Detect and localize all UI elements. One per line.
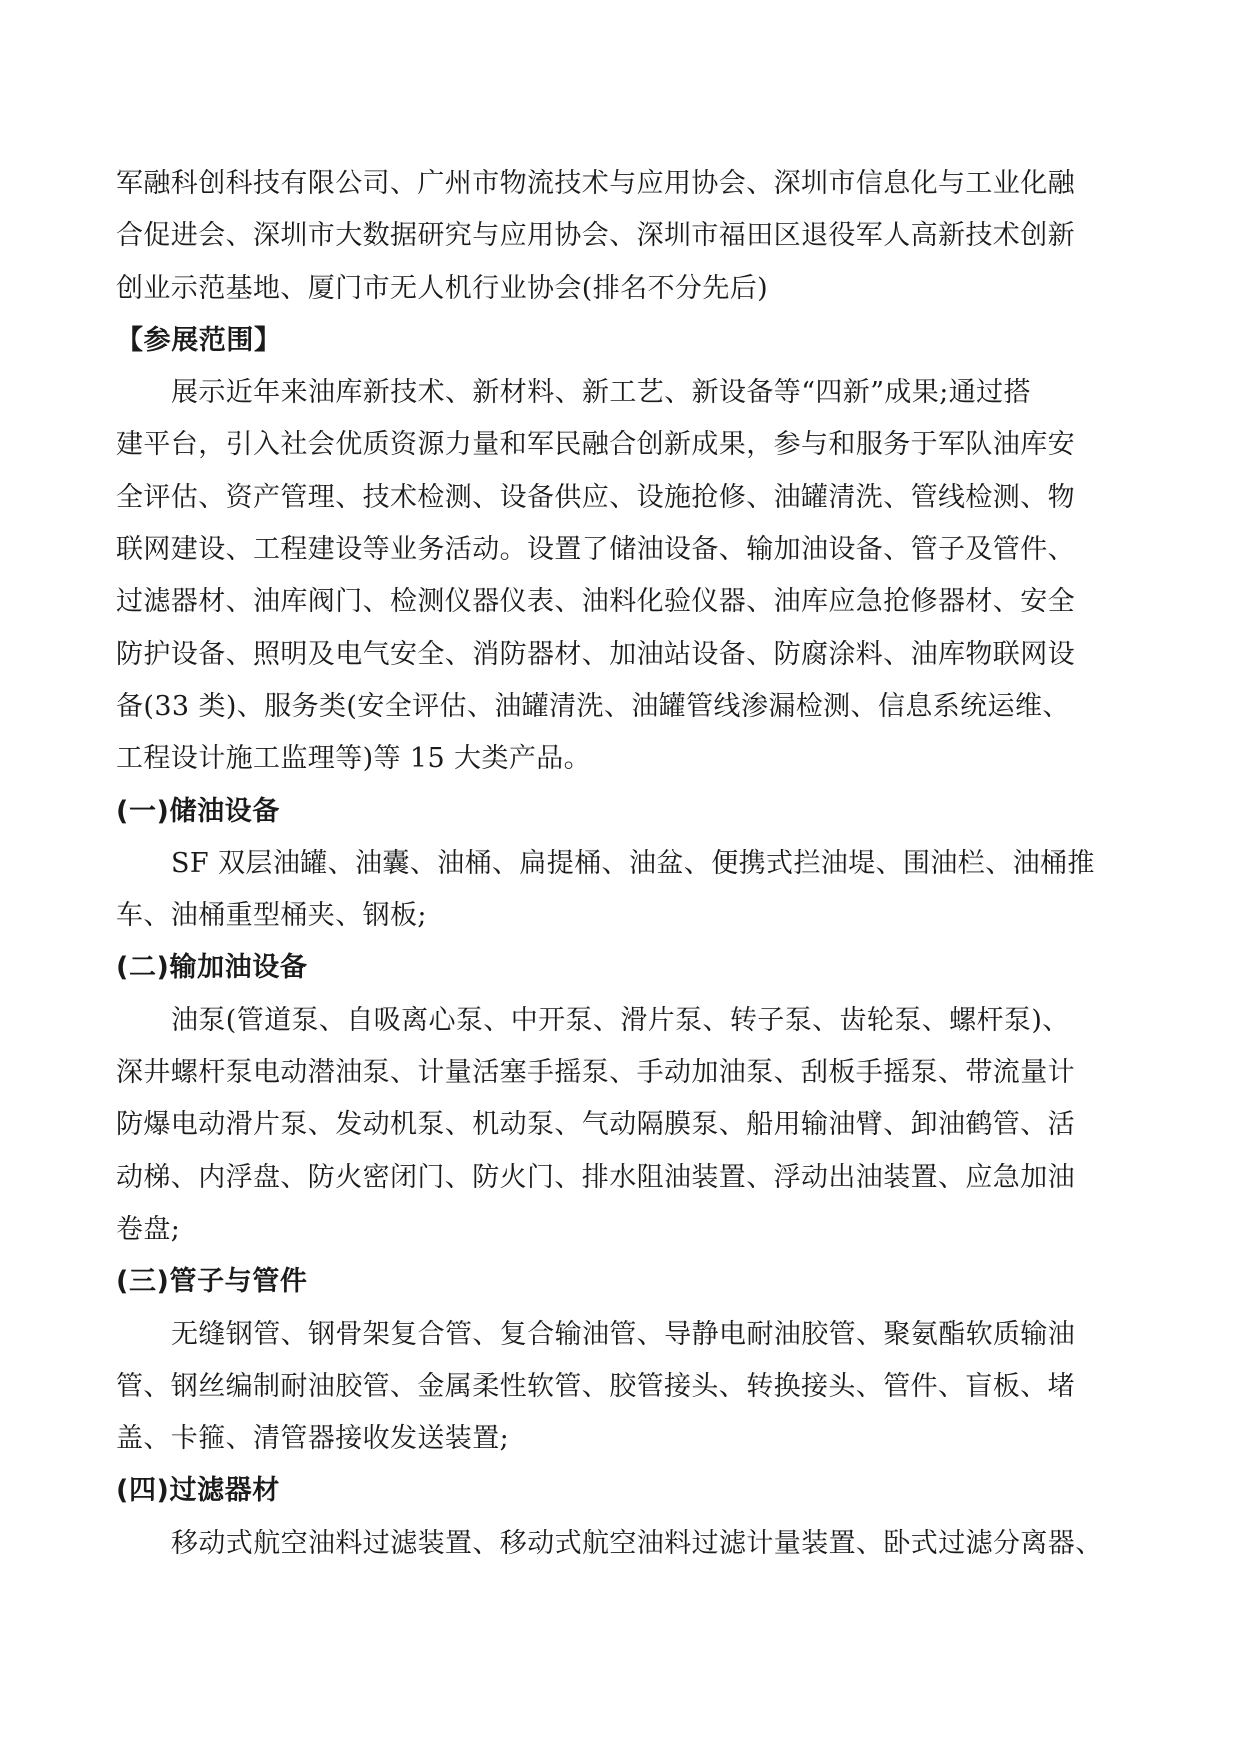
- scope-line: 防护设备、照明及电气安全、消防器材、加油站设备、防腐涂料、油库物联网设: [116, 638, 1075, 670]
- section-transfer-line: 油泵(管道泵、自吸离心泵、中开泵、滑片泵、转子泵、齿轮泵、螺杆泵)、: [171, 1004, 1070, 1036]
- document-page: [116, 158, 1128, 1570]
- scope-line: 全评估、资产管理、技术检测、设备供应、设施抢修、油罐清洗、管线检测、物: [116, 481, 1075, 513]
- section-heading-storage: (一)储油设备: [116, 795, 280, 827]
- scope-line: 联网建设、工程建设等业务活动。设置了储油设备、输加油设备、管子及管件、: [116, 534, 1075, 566]
- section-transfer-line: 卷盘;: [116, 1213, 181, 1245]
- section-pipes-line: 无缝钢管、钢骨架复合管、复合输油管、导静电耐油胶管、聚氨酯软质输油: [171, 1318, 1076, 1350]
- section-pipes-line: 管、钢丝编制耐油胶管、金属柔性软管、胶管接头、转换接头、管件、盲板、堵: [116, 1370, 1075, 1402]
- section-transfer-line: 深井螺杆泵电动潜油泵、计量活塞手摇泵、手动加油泵、刮板手摇泵、带流量计: [116, 1057, 1075, 1089]
- scope-line: 建平台，引入社会优质资源力量和军民融合创新成果，参与和服务于军队油库安: [116, 429, 1075, 461]
- section-heading-pipes: (三)管子与管件: [116, 1266, 308, 1298]
- section-storage-line: SF 双层油罐、油囊、油桶、扁提桶、油盆、便携式拦油堤、围油栏、油桶推: [171, 847, 1095, 879]
- section-transfer-line: 防爆电动滑片泵、发动机泵、机动泵、气动隔膜泵、船用输油臂、卸油鹤管、活: [116, 1109, 1075, 1141]
- scope-line: 工程设计施工监理等)等 15 大类产品。: [116, 743, 592, 775]
- intro-line: 创业示范基地、厦门市无人机行业协会(排名不分先后): [116, 272, 769, 304]
- section-filters-line: 移动式航空油料过滤装置、移动式航空油料过滤计量装置、卧式过滤分离器、: [171, 1527, 1103, 1559]
- section-storage-line: 车、油桶重型桶夹、钢板;: [116, 900, 427, 932]
- intro-line: 合促进会、深圳市大数据研究与应用协会、深圳市福田区退役军人高新技术创新: [116, 220, 1075, 252]
- scope-heading: 【参展范围】: [116, 324, 282, 356]
- scope-line: 备(33 类)、服务类(安全评估、油罐清洗、油罐管线渗漏检测、信息系统运维、: [116, 690, 1070, 722]
- section-pipes-line: 盖、卡箍、清管器接收发送装置;: [116, 1423, 510, 1455]
- section-transfer-line: 动梯、内浮盘、防火密闭门、防火门、排水阻油装置、浮动出油装置、应急加油: [116, 1161, 1075, 1193]
- section-heading-filters: (四)过滤器材: [116, 1475, 280, 1507]
- scope-line: 过滤器材、油库阀门、检测仪器仪表、油料化验仪器、油库应急抢修器材、安全: [116, 586, 1075, 618]
- intro-line: 军融科创科技有限公司、广州市物流技术与应用协会、深圳市信息化与工业化融: [116, 168, 1075, 199]
- scope-line: 展示近年来油库新技术、新材料、新工艺、新设备等“四新”成果;通过搭: [171, 377, 1031, 409]
- section-heading-transfer: (二)输加油设备: [116, 952, 308, 984]
